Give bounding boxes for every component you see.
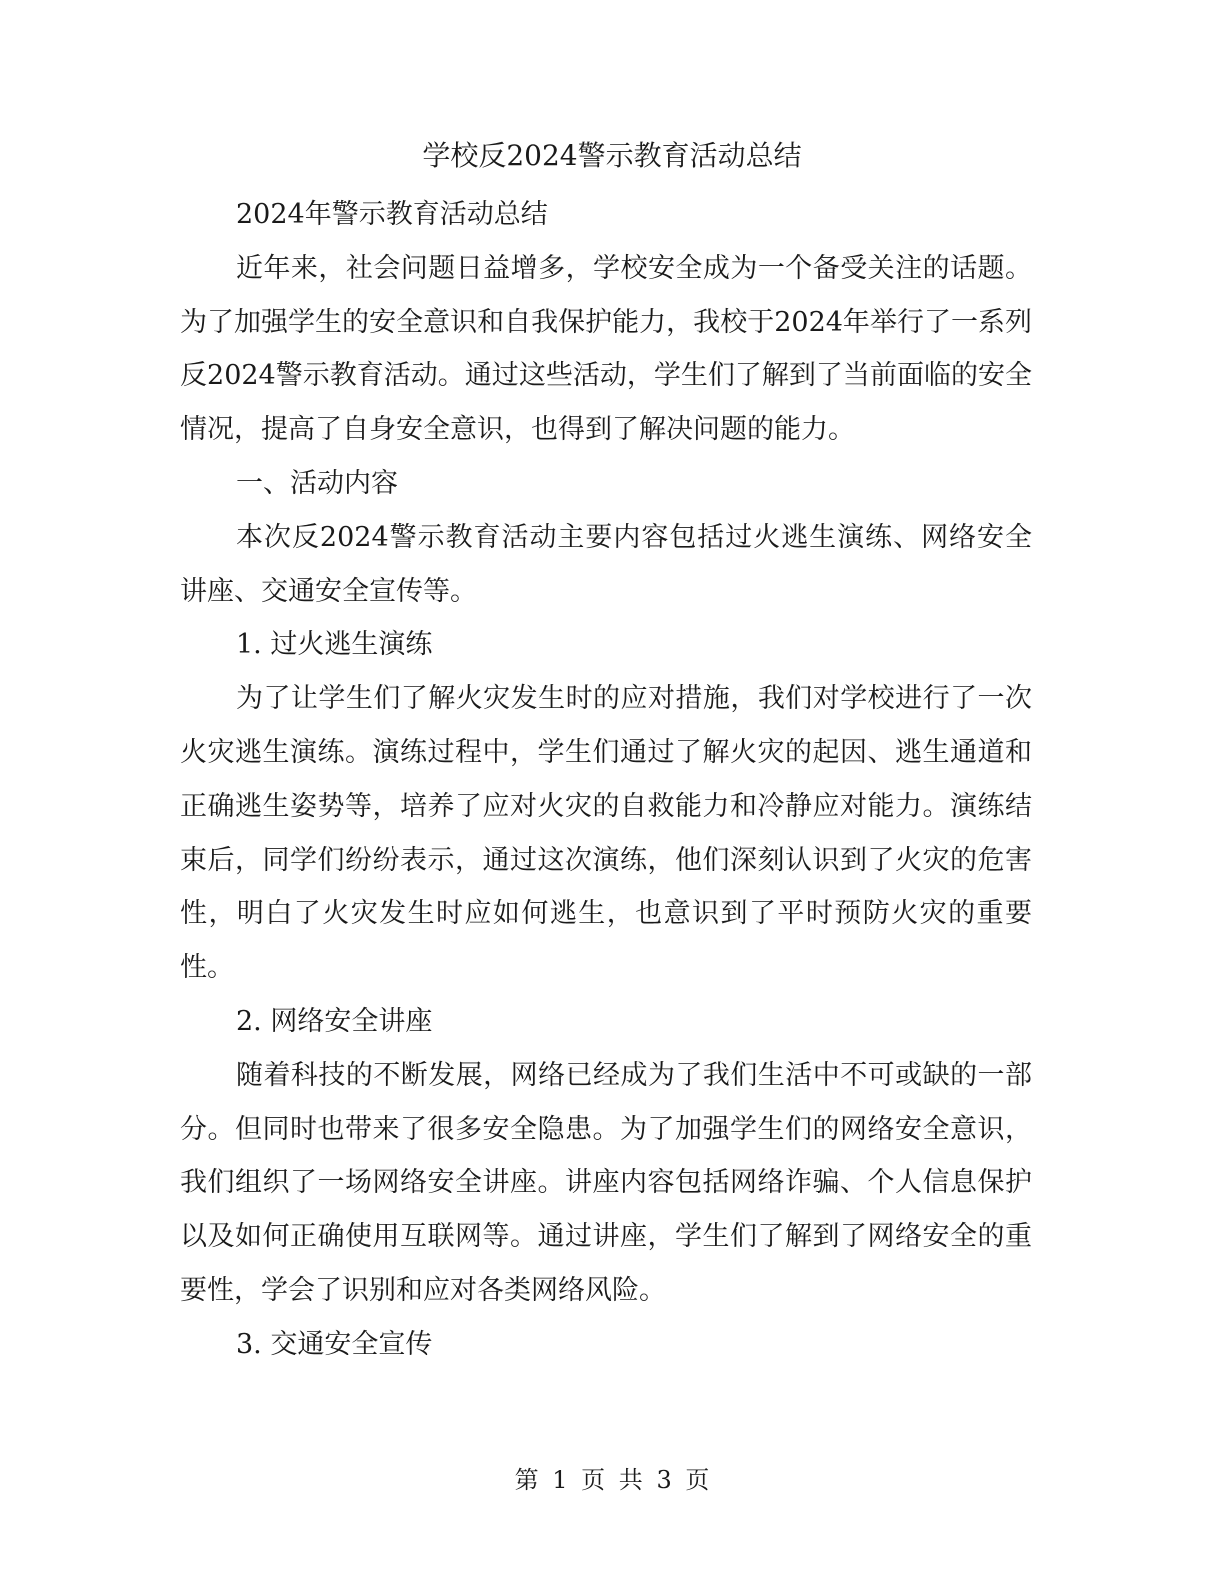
section-heading-activity-content: 一、活动内容 (236, 467, 398, 499)
item-heading-network-lecture: 2. 网络安全讲座 (236, 1005, 433, 1037)
item-heading-fire-drill: 1. 过火逃生演练 (236, 629, 433, 661)
document-body (180, 188, 1032, 1372)
fire-drill-paragraph: 为了让学生们了解火灾发生时的应对措施，我们对学校进行了一次火灾逃生演练。演练过程中，学生们通过了解火灾的起因、逃生通道和正确逃生姿势等，培养了应对火灾的自救能力和冷静应对能力。演练结束后，同学们纷纷表示，通过这次演练，他们深刻认识到了火灾的危害性，明白了火灾发生时应如何逃生，也意识到了平时预防火灾的重要性。 (180, 683, 1032, 984)
network-lecture-paragraph: 随着科技的不断发展，网络已经成为了我们生活中不可或缺的一部分。但同时也带来了很多安全隐患。为了加强学生们的网络安全意识，我们组织了一场网络安全讲座。讲座内容包括网络诈骗、个人信息保护以及如何正确使用互联网等。通过讲座，学生们了解到了网络安全的重要性，学会了识别和应对各类网络风险。 (180, 1059, 1032, 1306)
document-title: 学校反2024警示教育活动总结 (422, 139, 802, 172)
activity-overview-paragraph: 本次反2024警示教育活动主要内容包括过火逃生演练、网络安全讲座、交通安全宣传等。 (180, 521, 1032, 607)
page-footer: 第 1 页 共 3 页 (514, 1466, 710, 1494)
item-heading-traffic-safety: 3. 交通安全宣传 (236, 1328, 433, 1360)
subtitle-paragraph: 2024年警示教育活动总结 (236, 199, 548, 230)
intro-paragraph: 近年来，社会问题日益增多，学校安全成为一个备受关注的话题。为了加强学生的安全意识和自我保护能力，我校于2024年举行了一系列反2024警示教育活动。通过这些活动，学生们了解到了当前面临的安全情况，提高了自身安全意识，也得到了解决问题的能力。 (180, 252, 1032, 446)
